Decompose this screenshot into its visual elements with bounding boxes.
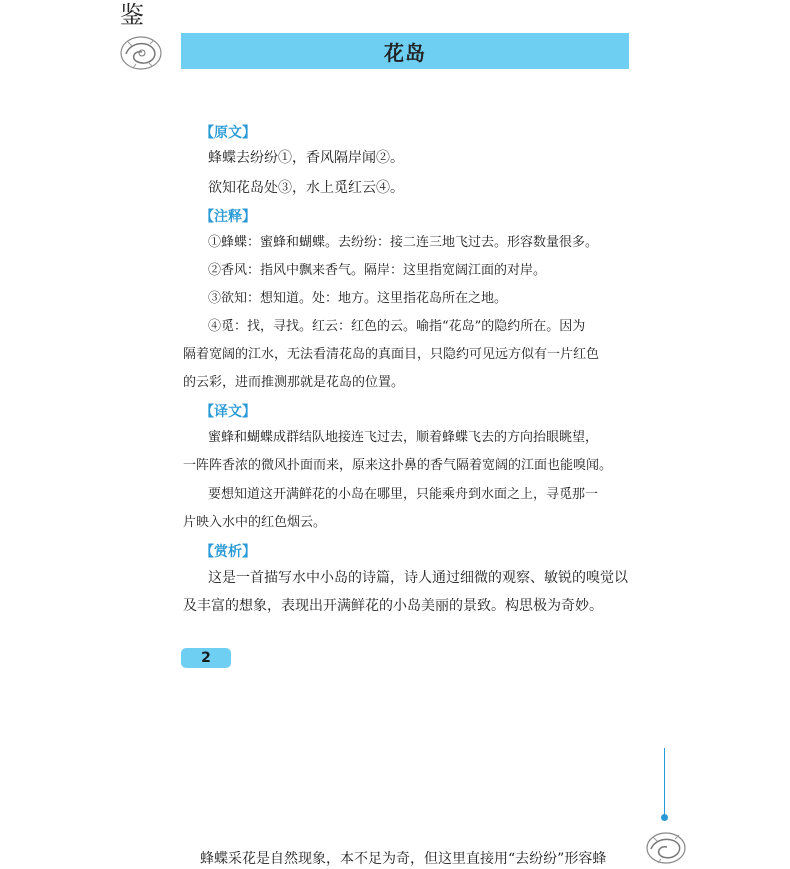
- title-bar: [181, 33, 629, 69]
- footer-text-line: 蜂蝶采花是自然现象，本不足为奇，但这里直接用“去纷纷”形容蜂: [200, 851, 607, 867]
- analysis-line: 及丰富的想象，表现出开满鲜花的小岛美丽的景致。构思极为奇妙。: [183, 598, 603, 614]
- section-label-original: 【原文】: [200, 125, 256, 141]
- translation-line: 一阵阵香浓的微风扑面而来，原来这扑鼻的香气隔着宽阔的江面也能嗅闻。: [183, 458, 613, 473]
- dragon-medallion-icon: [644, 830, 688, 866]
- note-line: 隔着宽阔的江水，无法看清花岛的真面目，只隐约可见远方似有一片红色: [183, 347, 600, 362]
- note-line: ③欲知：想知道。处：地方。这里指花岛所在之地。: [208, 291, 508, 306]
- section-label-analysis: 【赏析】: [200, 544, 256, 560]
- section-label-notes: 【注释】: [200, 209, 256, 225]
- poem-line: 欲知花岛处③，水上觅红云④。: [208, 180, 404, 196]
- dragon-medallion-icon: [118, 34, 164, 72]
- side-rule-dot: [661, 814, 668, 821]
- note-line: 的云彩，进而推测那就是花岛的位置。: [183, 375, 405, 390]
- side-rule: [664, 748, 665, 816]
- analysis-line: 这是一首描写水中小岛的诗篇，诗人通过细微的观察、敏锐的嗅觉以: [208, 570, 628, 586]
- section-label-translation: 【译文】: [200, 404, 256, 420]
- translation-line: 片映入水中的红色烟云。: [183, 515, 327, 530]
- header-character: 鉴: [120, 1, 144, 29]
- translation-line: 要想知道这开满鲜花的小岛在哪里，只能乘舟到水面之上，寻觅那一: [208, 487, 599, 502]
- page-title: 花岛: [384, 40, 426, 65]
- translation-line: 蜜蜂和蝴蝶成群结队地接连飞过去，顺着蜂蝶飞去的方向抬眼眺望，: [208, 430, 599, 445]
- note-line: ①蜂蝶：蜜蜂和蝴蝶。去纷纷：接二连三地飞过去。形容数量很多。: [208, 235, 599, 250]
- poem-line: 蜂蝶去纷纷①，香风隔岸闻②。: [208, 150, 404, 166]
- note-line: ②香风：指风中飘来香气。隔岸：这里指宽阔江面的对岸。: [208, 263, 547, 278]
- page-number: 2: [181, 648, 231, 668]
- note-line: ④觅：找，寻找。红云：红色的云。喻指“花岛”的隐约所在。因为: [208, 319, 586, 334]
